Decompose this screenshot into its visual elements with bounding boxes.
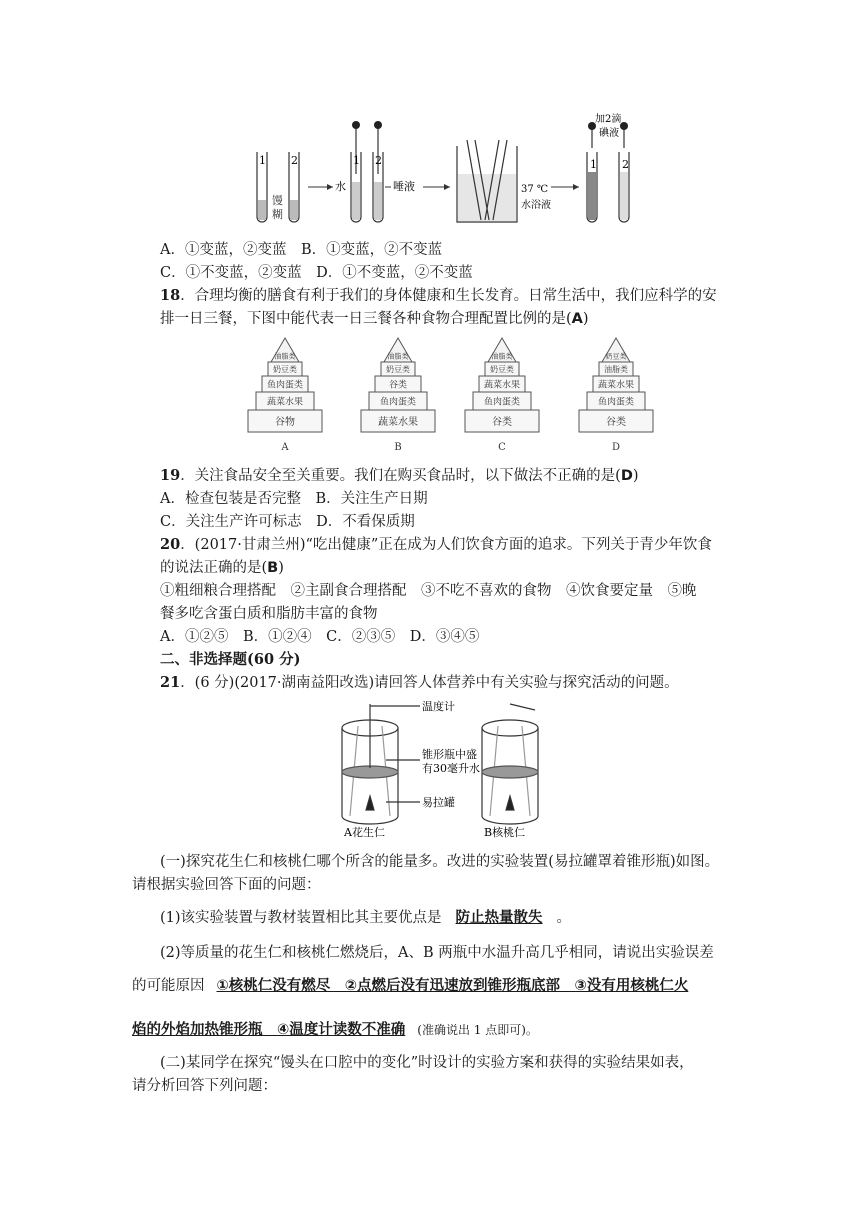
q18-line-1: 18．合理均衡的膳食有利于我们的身体健康和生长发育。日常生活中，我们应科学的安 bbox=[160, 287, 717, 304]
sub2-line-3: 焰的外焰加热锥形瓶 ④温度计读数不准确 (准确说出 1 点即可)。 bbox=[132, 1022, 538, 1038]
pyramid-level-label: 鱼肉蛋类 bbox=[266, 380, 304, 391]
pyramid-option-letter: C bbox=[498, 442, 506, 453]
pyramid-level-label: 蔬菜水果 bbox=[597, 380, 635, 391]
q20-answer: B bbox=[267, 560, 279, 576]
sub1: (1)该实验装置与教材装置相比其主要优点是 防止热量散失 。 bbox=[160, 910, 572, 926]
sub2-line-1: (2)等质量的花生仁和核桃仁燃烧后，A、B 两瓶中水温升高几乎相同，请说出实验误差 bbox=[160, 945, 714, 961]
food-pyramid-b bbox=[358, 336, 438, 456]
pyramid-level-label: 蔬菜水果 bbox=[378, 417, 418, 428]
sub2-answer-2: 焰的外焰加热锥形瓶 ④温度计读数不准确 bbox=[132, 1022, 406, 1038]
label-b-walnut: B核桃仁 bbox=[484, 826, 526, 838]
sub2-line-2: 的可能原因 ①核桃仁没有燃尽 ②点燃后没有迅速放到锥形瓶底部 ③没有用核桃仁火 bbox=[132, 978, 689, 994]
q19-answer: D bbox=[620, 468, 633, 484]
label-a-peanut: A花生仁 bbox=[344, 826, 385, 838]
pyramid-level-label: 谷类 bbox=[492, 417, 512, 428]
pyramid-option-letter: B bbox=[394, 442, 402, 453]
thermometer-label: 温度计 bbox=[422, 700, 455, 713]
pyramid-option-letter: A bbox=[281, 442, 289, 453]
pyramid-level-label: 鱼肉蛋类 bbox=[597, 397, 635, 408]
pyramid-level-label: 奶豆类 bbox=[386, 365, 410, 374]
iodine-label-2: 碘液 bbox=[599, 128, 619, 139]
pyramid-level-label: 蔬菜水果 bbox=[266, 397, 304, 408]
part2-line-2: 请分析回答下列问题： bbox=[132, 1078, 277, 1094]
q20-options: A．①②⑤ B．①②④ C．②③⑤ D．③④⑤ bbox=[160, 629, 480, 645]
q18-line-2: 排一日三餐，下图中能代表一日三餐各种食物合理配置比例的是(A) bbox=[160, 311, 589, 327]
pyramid-level-label: 奶豆类 bbox=[490, 365, 514, 374]
sub1-answer: 防止热量散失 bbox=[455, 910, 543, 926]
pyramid-level-label: 蔬菜水果 bbox=[483, 380, 521, 391]
iodine-label-1: 加2滴 bbox=[595, 114, 622, 125]
q17-options-ab: A．①变蓝，②变蓝 B．①变蓝，②不变蓝 bbox=[160, 242, 443, 258]
water-bath-beaker bbox=[457, 140, 517, 222]
pyramid-level-label: 谷类 bbox=[606, 417, 626, 428]
tube-1-number-c: 1 bbox=[590, 158, 597, 171]
paste-label: 馒 bbox=[272, 194, 283, 207]
pyramid-level-label: 油脂类 bbox=[604, 365, 628, 374]
bath-temp-label: 37 ℃ bbox=[521, 184, 549, 195]
bath-label: 水浴液 bbox=[521, 200, 551, 211]
pyramid-option-letter: D bbox=[611, 442, 621, 453]
flask-label-2: 有30毫升水 bbox=[422, 762, 480, 775]
tube-pair-2 bbox=[351, 126, 383, 222]
sub2-answer-1: ①核桃仁没有燃尽 ②点燃后没有迅速放到锥形瓶底部 ③没有用核桃仁火 bbox=[216, 978, 689, 994]
pyramid-level-label: 鱼肉蛋类 bbox=[379, 397, 417, 408]
q17-options-cd: C．①不变蓝，②变蓝 D．①不变蓝，②不变蓝 bbox=[160, 265, 473, 281]
pyramid-level-label: 奶豆类 bbox=[605, 352, 627, 361]
food-pyramid-a bbox=[245, 336, 325, 456]
q20-line-2: 的说法正确的是(B) bbox=[160, 560, 284, 576]
tube-1-number: 1 bbox=[259, 154, 266, 167]
q21-stem: 21．(6 分)(2017·湖南益阳改选)请回答人体营养中有关实验与探究活动的问题。 bbox=[160, 674, 679, 691]
tube-pair-3 bbox=[587, 126, 629, 222]
tube-2-number-b: 2 bbox=[375, 154, 382, 167]
pyramid-level-label: 油脂类 bbox=[491, 352, 513, 361]
digestion-experiment-figure bbox=[245, 112, 645, 234]
food-pyramid-d bbox=[576, 336, 656, 456]
can-label: 易拉罐 bbox=[422, 796, 455, 809]
tube-2-number: 2 bbox=[291, 154, 298, 167]
q19-options-ab: A．检查包装是否完整 B．关注生产日期 bbox=[160, 491, 428, 507]
pyramid-level-label: 奶豆类 bbox=[273, 365, 297, 374]
calorimeter-figure bbox=[330, 698, 550, 838]
tube-1-number-b: 1 bbox=[353, 154, 360, 167]
q20-items-1: ①粗细粮合理搭配 ②主副食合理搭配 ③不吃不喜欢的食物 ④饮食要定量 ⑤晚 bbox=[160, 583, 697, 599]
pyramid-level-label: 油脂类 bbox=[387, 352, 409, 361]
q20-items-2: 餐多吃含蛋白质和脂肪丰富的食物 bbox=[160, 606, 378, 622]
q19-options-cd: C．关注生产许可标志 D．不看保质期 bbox=[160, 514, 415, 530]
part2-line-1: (二)某同学在探究“馒头在口腔中的变化”时设计的实验方案和获得的实验结果如表， bbox=[160, 1055, 694, 1071]
part1-line-1: (一)探究花生仁和核桃仁哪个所含的能量多。改进的实验装置(易拉罐罩着锥形瓶)如图。 bbox=[160, 854, 720, 870]
pyramid-level-label: 谷类 bbox=[388, 380, 408, 391]
food-pyramid-c bbox=[462, 336, 542, 456]
pyramid-level-label: 油脂类 bbox=[274, 352, 296, 361]
part1-line-2: 请根据实验回答下面的问题： bbox=[132, 877, 321, 893]
paste-label-2: 糊 bbox=[272, 208, 283, 221]
q20-line-1: 20．(2017·甘肃兰州)“吃出健康”正在成为人们饮食方面的追求。下列关于青少年饮食 bbox=[160, 536, 712, 553]
q19-stem: 19．关注食品安全至关重要。我们在购买食品时，以下做法不正确的是(D) bbox=[160, 467, 639, 484]
water-label: 水 bbox=[335, 180, 346, 193]
q18-answer: A bbox=[571, 311, 583, 327]
saliva-label: 唾液 bbox=[393, 180, 415, 193]
section-2-heading: 二、非选择题(60 分) bbox=[160, 651, 301, 668]
pyramid-level-label: 鱼肉蛋类 bbox=[483, 397, 521, 408]
flask-label-1: 锥形瓶中盛 bbox=[422, 748, 477, 761]
pyramid-level-label: 谷物 bbox=[275, 417, 295, 428]
tube-2-number-c: 2 bbox=[622, 158, 629, 171]
